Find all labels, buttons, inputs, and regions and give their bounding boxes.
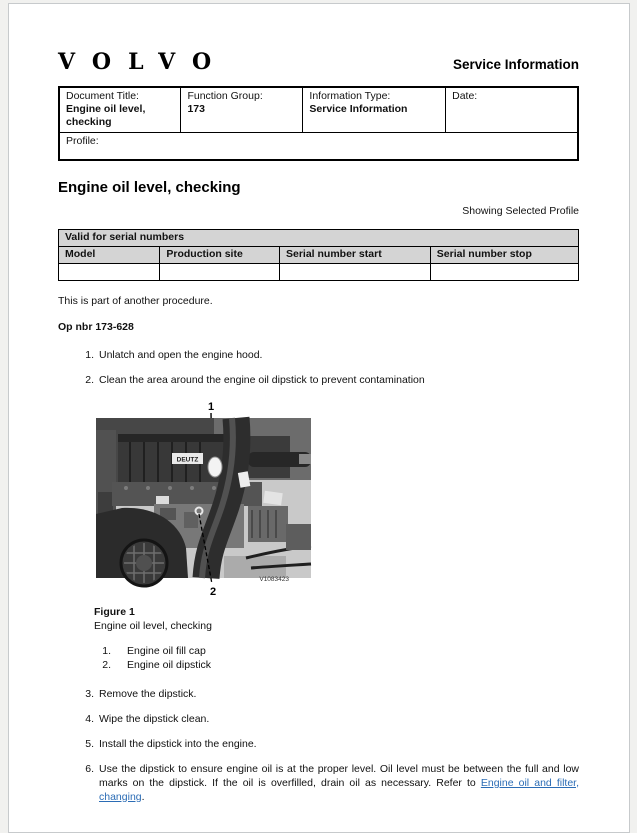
figure-caption-text: Engine oil level, checking <box>94 619 212 632</box>
figure-label: Figure 1 <box>94 605 135 618</box>
step-text: Wipe the dipstick clean. <box>99 712 210 725</box>
serial-start-value <box>279 263 430 280</box>
step-number: 6. <box>85 762 94 775</box>
profile-cell <box>59 133 578 160</box>
column-header-serial-stop: Serial number stop <box>430 246 578 263</box>
step-number: 1. <box>85 348 94 361</box>
step-6-text-after-link: . <box>141 790 145 803</box>
legend-text: Engine oil fill cap <box>127 644 206 657</box>
date-value <box>452 103 571 116</box>
step-text <box>99 762 579 804</box>
intro-text: This is part of another procedure. <box>58 294 213 307</box>
step-number: 4. <box>85 712 94 725</box>
figure-1 <box>96 396 579 602</box>
document-page <box>8 3 630 833</box>
step-6-text-before-link: Use the dipstick to ensure engine oil is at the proper level. Oil level must be between the full and low marks on the dipstick. If the oil is overfilled, drain oil as necessary. Refer to <box>99 762 579 789</box>
serial-table-header-row <box>59 246 579 263</box>
figure-legend <box>94 644 579 672</box>
step-2 <box>81 373 579 387</box>
doc-title-label: Document Title: <box>66 90 139 102</box>
date-cell <box>446 87 578 133</box>
information-type-cell <box>303 87 446 133</box>
step-text: Clean the area around the engine oil dipstick to prevent contamination <box>99 373 425 386</box>
doc-info-row <box>59 87 578 133</box>
column-header-serial-start: Serial number start <box>279 246 430 263</box>
serial-stop-value <box>430 263 578 280</box>
production-site-value <box>160 263 280 280</box>
step-number: 3. <box>85 687 94 700</box>
step-number: 2. <box>85 373 94 386</box>
step-4 <box>81 712 579 726</box>
figure-watermark: V1083423 <box>259 575 289 583</box>
step-text: Unlatch and open the engine hood. <box>99 348 263 361</box>
step-text: Remove the dipstick. <box>99 687 197 700</box>
step-3 <box>81 687 579 701</box>
step-6 <box>81 762 579 804</box>
step-5 <box>81 737 579 751</box>
legend-item-1 <box>94 644 579 658</box>
showing-selected-profile-note: Showing Selected Profile <box>462 204 579 217</box>
legend-text: Engine oil dipstick <box>127 658 212 671</box>
step-number: 5. <box>85 737 94 750</box>
doc-title-cell <box>59 87 181 133</box>
callout-1-label: 1 <box>207 400 215 413</box>
legend-number: 2. <box>102 658 111 671</box>
step-text: Install the dipstick into the engine. <box>99 737 257 750</box>
information-type-label: Information Type: <box>309 90 391 102</box>
column-header-production-site: Production site <box>160 246 280 263</box>
column-header-model: Model <box>59 246 160 263</box>
information-type-value: Service Information <box>309 103 408 115</box>
step-1 <box>81 348 579 362</box>
legend-item-2 <box>94 658 579 672</box>
service-information-heading: Service Information <box>452 57 579 73</box>
model-value <box>59 263 160 280</box>
document-info-table <box>58 86 579 161</box>
function-group-cell <box>181 87 303 133</box>
op-number: Op nbr 173-628 <box>58 320 134 333</box>
engine-photo-art <box>96 418 311 586</box>
engine-oil-and-filter-changing-link[interactable]: Engine oil and filter, changing <box>99 776 579 803</box>
function-group-value: 173 <box>187 103 205 115</box>
serial-numbers-table <box>58 229 579 281</box>
engine-badge-text: DEUTZ <box>176 456 199 463</box>
date-label: Date: <box>452 90 478 102</box>
serial-table-title: Valid for serial numbers <box>59 229 579 246</box>
callout-2-label: 2 <box>209 585 217 598</box>
serial-table-data-row <box>59 263 579 280</box>
doc-title-value: Engine oil level, checking <box>66 103 146 128</box>
legend-number: 1. <box>102 644 111 657</box>
profile-row <box>59 133 578 160</box>
function-group-label: Function Group: <box>187 90 263 102</box>
page-title: Engine oil level, checking <box>58 178 241 196</box>
engine-photo <box>96 396 326 598</box>
profile-label: Profile: <box>66 135 99 147</box>
page-header <box>58 51 579 73</box>
figure-caption <box>94 605 579 672</box>
serial-table-title-row <box>59 229 579 246</box>
volvo-logo: VOLVO <box>58 49 229 75</box>
